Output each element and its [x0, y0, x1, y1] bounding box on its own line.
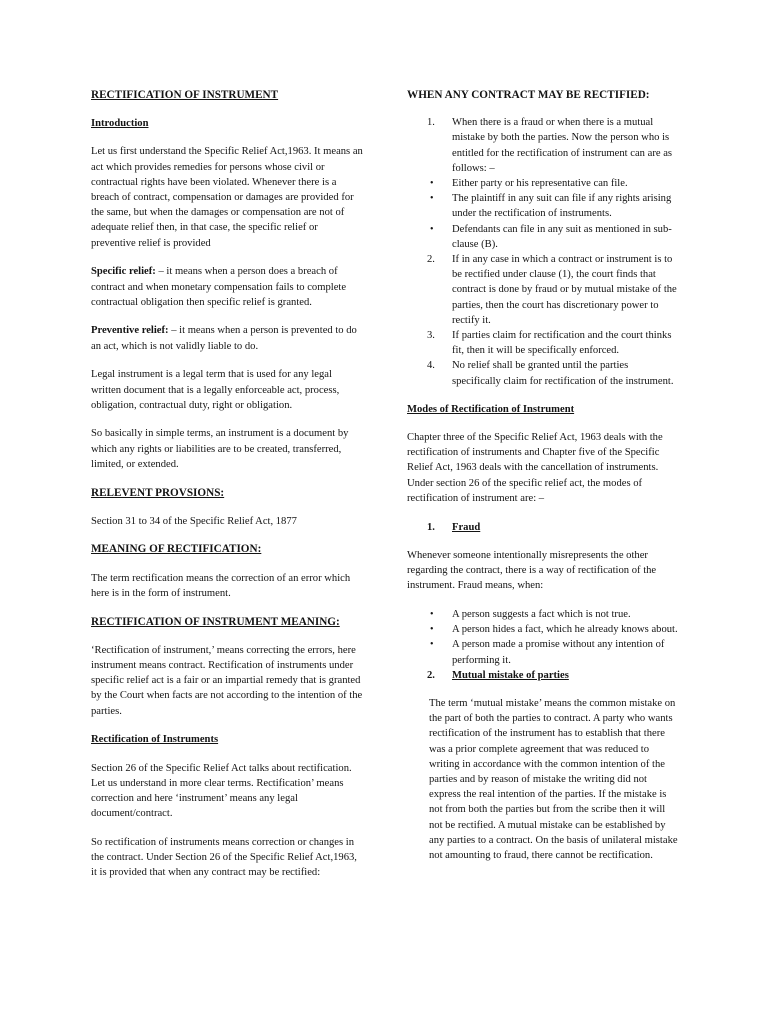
list-item	[407, 115, 678, 176]
section-26-paragraph: Section 26 of the Specific Relief Act talks about rectification. Let us understand in more clear terms. Rectification’ means correction and here ‘instrument’ means any legal document/contract.	[91, 762, 352, 820]
bullet-icon: •	[430, 608, 434, 620]
list-item-text: A person suggests a fact which is not true.	[452, 608, 631, 620]
so-rectification-paragraph: So rectification of instruments means correction or changes in the contract. Under Section 26 of the Specific Relief Act,1963, it is provided that when any contract may be rectified:	[91, 836, 357, 879]
fraud-heading	[407, 520, 678, 535]
specific-relief-text: – it means when a person does a breach of contract and when monetary compensation fails to complete contractual obligation then specific relief is granted.	[91, 266, 347, 308]
list-item	[407, 607, 678, 622]
list-item-text: Either party or his representative can file.	[452, 178, 628, 190]
specific-relief-paragraph	[91, 264, 363, 310]
list-item	[407, 637, 678, 667]
left-column	[91, 88, 363, 894]
list-item-text: If in any case in which a contract or instrument is to be rectified under clause (1), the court finds that contract is done by fraud or by mutual mistake of the parties, then the court has discretionary power to rectify it.	[452, 254, 677, 326]
bullet-icon: •	[430, 624, 434, 636]
list-item	[407, 252, 678, 328]
list-item	[407, 191, 678, 221]
bullet-icon: •	[430, 193, 434, 205]
bullet-icon: •	[430, 223, 434, 235]
legal-instrument-paragraph: Legal instrument is a legal term that is used for any legal written document that is a legally enforceable act, process, obligation, contractual duty, right or obligation.	[91, 369, 340, 411]
list-item-text: A person hides a fact, which he already knows about.	[452, 624, 678, 636]
list-number: 3.	[427, 330, 435, 342]
list-item-text: No relief shall be granted until the parties specifically claim for rectification of the instrument.	[452, 360, 674, 387]
relevant-provisions-heading: RELEVENT PROVSIONS:	[91, 486, 225, 499]
preventive-relief-label: Preventive relief:	[91, 325, 169, 337]
when-rectified-heading: WHEN ANY CONTRACT MAY BE RECTIFIED:	[407, 89, 650, 101]
bullet-icon: •	[430, 178, 434, 190]
specific-relief-label: Specific relief:	[91, 266, 156, 278]
modes-heading: Modes of Rectification of Instrument	[407, 403, 575, 415]
list-item-text: When there is a fraud or when there is a mutual mistake by both the parties. Now the person who is entitled for the rectification of instrument can are as follows: –	[452, 117, 673, 174]
list-item	[407, 622, 678, 637]
mutual-mistake-heading-text: Mutual mistake of parties	[452, 669, 569, 681]
introduction-paragraph: Let us first understand the Specific Relief Act,1963. It means an act which provides remedies for persons whose civil or contractual rights have been violated. Whenever there is a breach of contract, compensation or damages are provided for the same, but when the damages or compensation are not of adequate relief then, in that case, the specific relief or preventive relief is provided	[91, 146, 363, 249]
list-item-text: If parties claim for rectification and the court thinks fit, then it will be specifically enforced.	[452, 330, 672, 357]
fraud-heading-text: Fraud	[452, 521, 481, 533]
list-number: 1.	[427, 521, 435, 533]
relevant-provisions-paragraph: Section 31 to 34 of the Specific Relief Act, 1877	[91, 515, 297, 527]
introduction-heading: Introduction	[91, 118, 149, 130]
list-number: 2.	[427, 254, 435, 266]
mutual-mistake-heading	[407, 668, 678, 683]
list-item-text: A person made a promise without any intention of performing it.	[452, 639, 665, 666]
rectification-of-instruments-heading: Rectification of Instruments	[91, 734, 219, 746]
meaning-of-rectification-heading: MEANING OF RECTIFICATION:	[91, 543, 262, 556]
mutual-mistake-paragraph: The term ‘mutual mistake’ means the common mistake on the part of both the parties to contract. A party who wants rectification of the instrument has to establish that there was a prior complete agreement that was reduced to writing in accordance with the common intention of the parties and by reason of mistake the writing did not express the real intention of the parties. If the mistake is not from both the parties but from the scribe then it will not be rectified. A mutual mistake can be established by any parties to a contract. On the basis of unilateral mistake not amounting to fraud, there cannot be rectification.	[429, 697, 678, 861]
rectification-meaning-paragraph: ‘Rectification of instrument,’ means correcting the errors, here instrument means contract. Rectification of instruments under specific relief act is a fair or an impartial remedy that is granted by the Court when facts are not according to the intention of the parties.	[91, 644, 363, 717]
modes-paragraph: Chapter three of the Specific Relief Act, 1963 deals with the rectification of instruments and Chapter five of the Specific Relief Act, 1963 deals with the cancellation of instruments. Under section 26 of the specific relief act, the modes of rectification of instrument are: –	[407, 432, 663, 504]
list-item	[407, 222, 678, 252]
document-title: RECTIFICATION OF INSTRUMENT	[91, 89, 279, 101]
list-item-text: Defendants can file in any suit as mentioned in sub-clause (B).	[452, 223, 672, 250]
list-number: 4.	[427, 360, 435, 372]
simple-terms-paragraph: So basically in simple terms, an instrument is a document by which any rights or liabilities are to be created, transferred, limited, or extended.	[91, 428, 349, 470]
list-number: 2.	[427, 669, 435, 681]
fraud-bullets-list	[407, 607, 678, 668]
list-item	[407, 328, 678, 358]
list-item	[407, 176, 678, 191]
rectification-meaning-heading: RECTIFICATION OF INSTRUMENT MEANING:	[91, 615, 340, 628]
right-column	[407, 88, 678, 877]
fraud-paragraph: Whenever someone intentionally misrepresents the other regarding the contract, there is a way of rectification of the instrument. Fraud means, when:	[407, 549, 657, 592]
list-item-text: The plaintiff in any suit can file if any rights arising under the rectification of instruments.	[452, 193, 672, 220]
preventive-relief-text: – it means when a person is prevented to do an act, which is not validly liable to do.	[91, 325, 357, 352]
list-item	[407, 358, 678, 388]
bullet-icon: •	[430, 639, 434, 651]
list-number: 1.	[427, 117, 435, 129]
meaning-of-rectification-paragraph: The term rectification means the correction of an error which here is in the form of instrument.	[91, 572, 351, 599]
preventive-relief-paragraph	[91, 323, 363, 353]
rectification-conditions-list	[407, 115, 678, 389]
